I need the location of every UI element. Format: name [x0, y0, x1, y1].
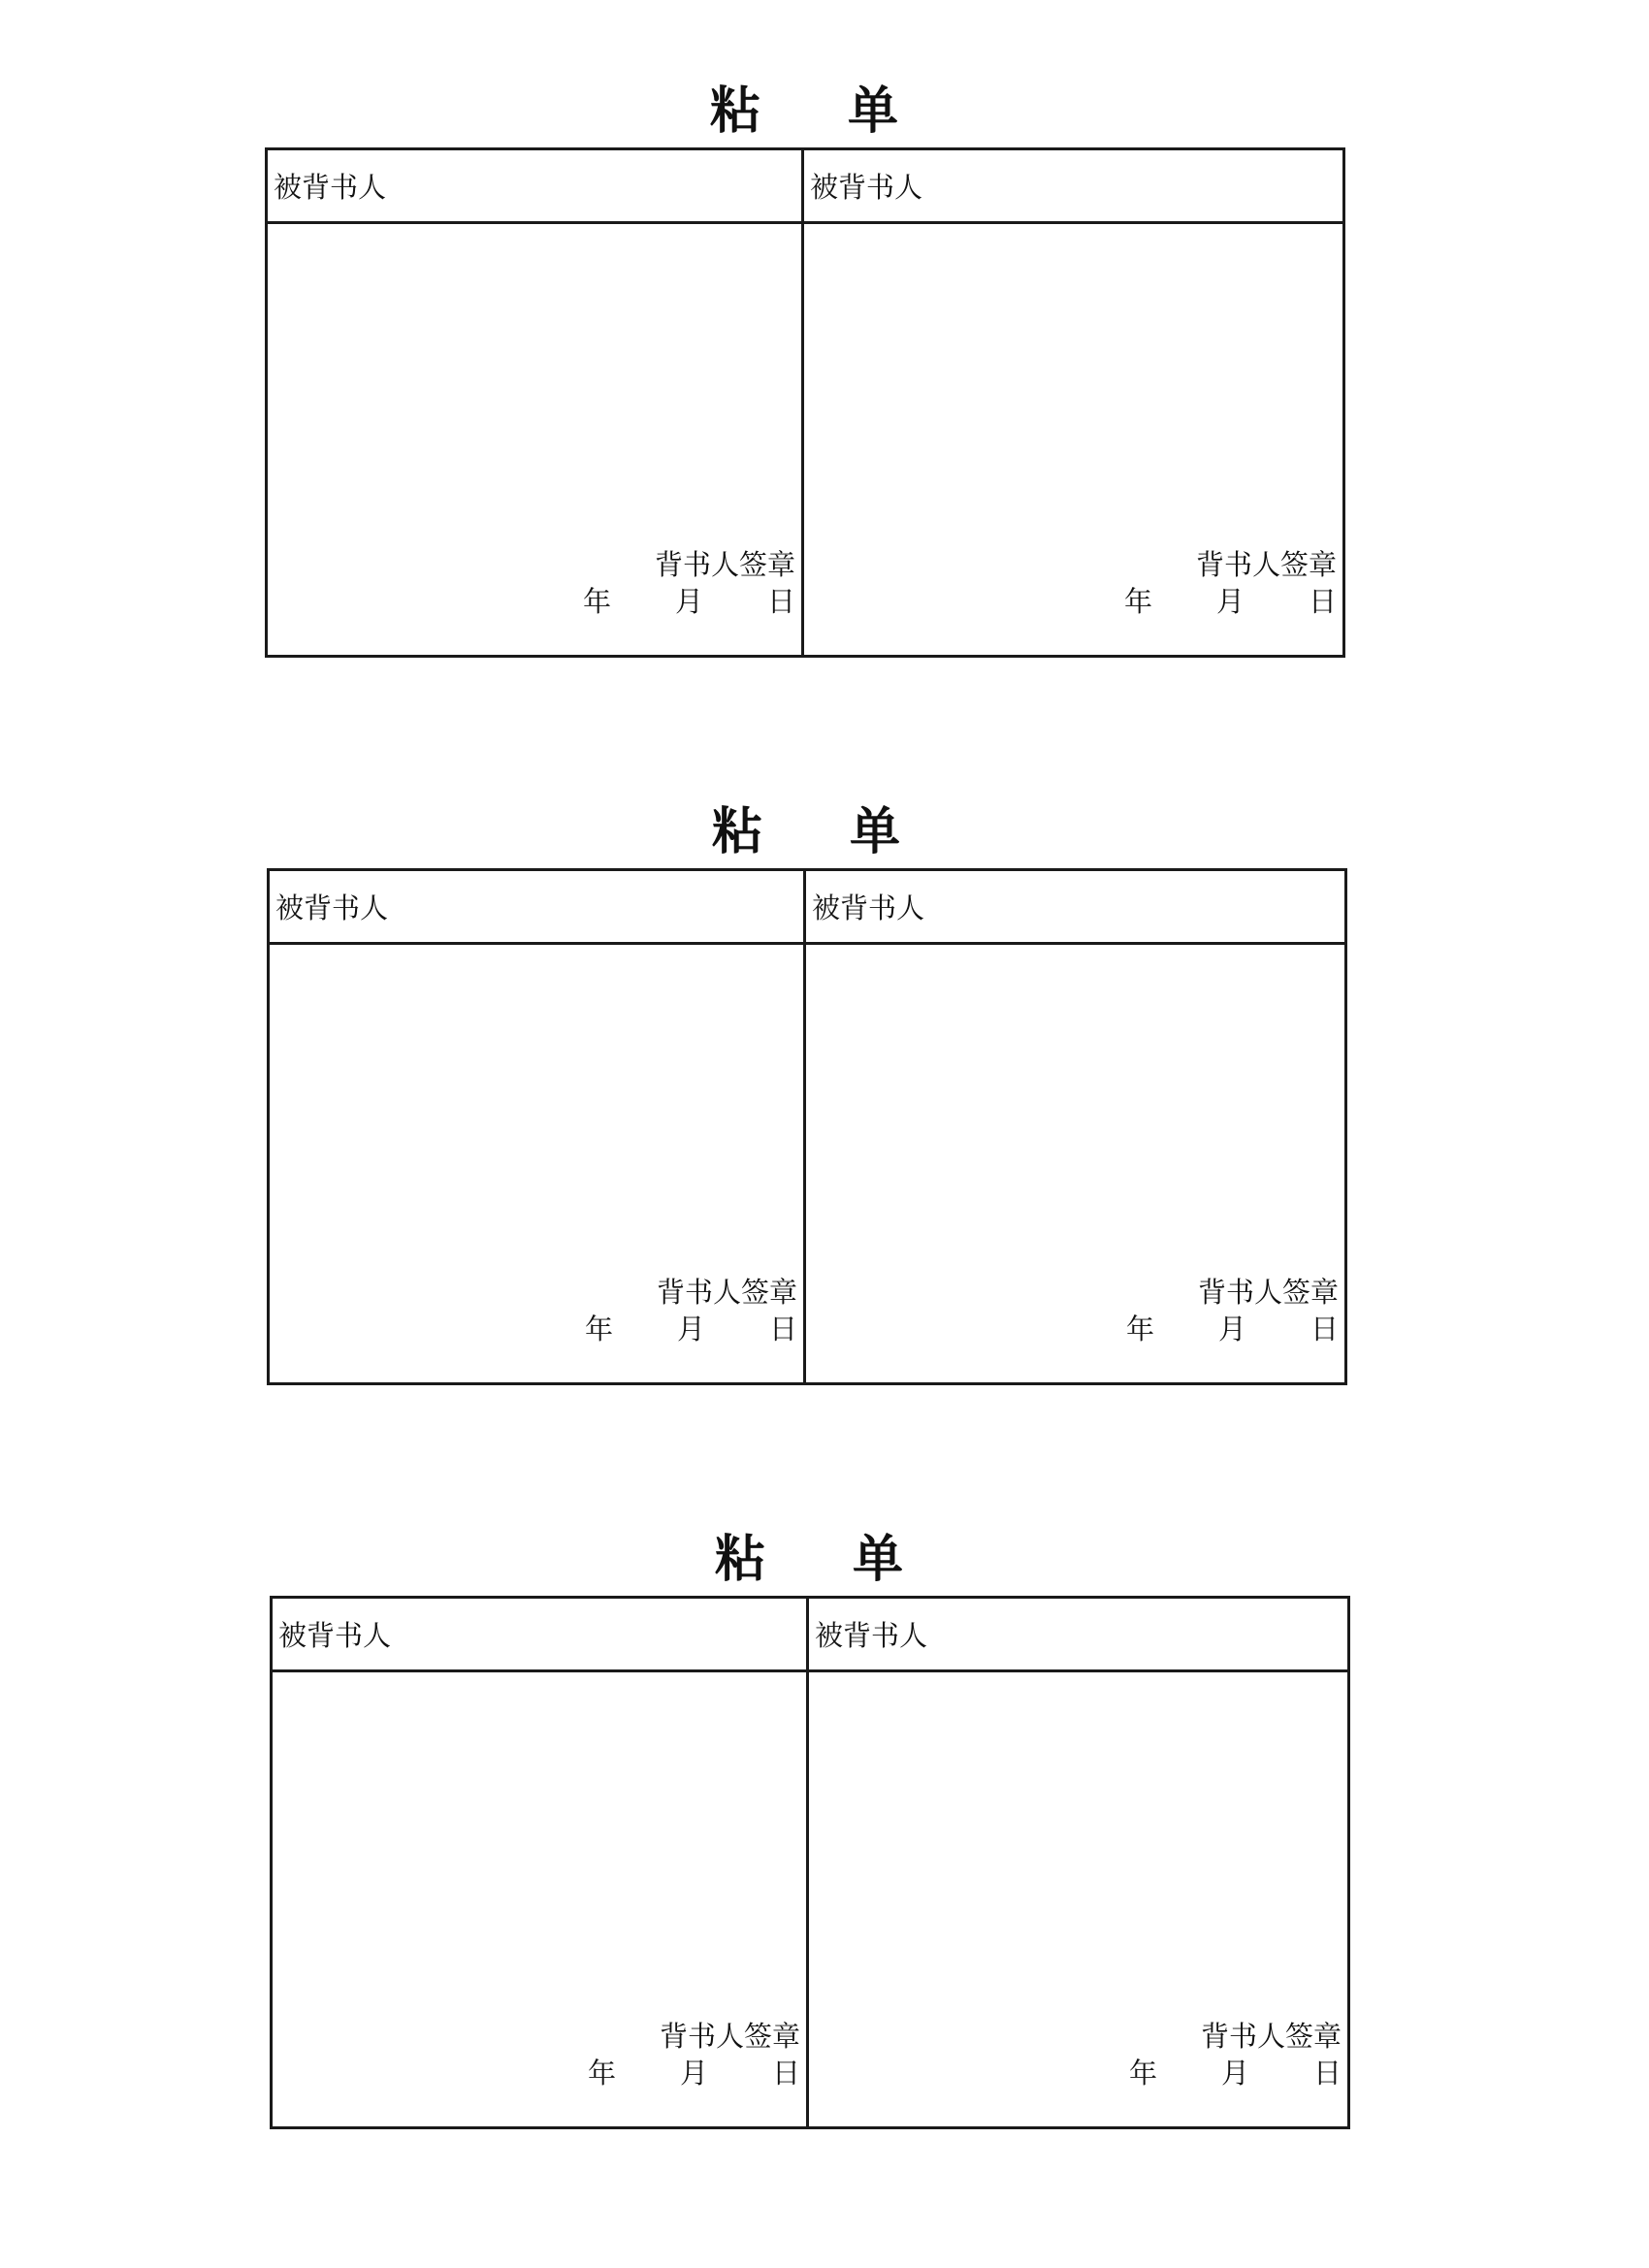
date-month-label: 月: [676, 1312, 705, 1345]
signature-label: 背书人签章: [659, 2020, 800, 2053]
signature-label: 背书人签章: [656, 1276, 797, 1309]
endorsee-label: 被背书人: [275, 891, 389, 924]
date-day-label: 日: [1312, 2057, 1342, 2090]
signature-label: 背书人签章: [1195, 548, 1337, 581]
signature-block: [1129, 2018, 1342, 2091]
date-year-label: 年: [582, 585, 611, 618]
endorsement-column-right: [809, 1599, 1347, 2126]
date-day-label: 日: [1310, 1312, 1339, 1345]
endorsee-field[interactable]: [804, 150, 1342, 224]
endorsee-label: 被背书人: [812, 891, 925, 924]
date-year-label: 年: [1128, 2057, 1157, 2090]
date-month-label: 月: [679, 2057, 708, 2090]
date-day-label: 日: [766, 585, 795, 618]
endorsement-table: [270, 1596, 1350, 2129]
date-month-label: 月: [674, 585, 703, 618]
endorsement-column-right: [804, 150, 1342, 655]
slip-title: [265, 78, 1343, 146]
date-day-label: 日: [768, 1312, 797, 1345]
date-line: [583, 583, 795, 620]
slip-title-char-1: 粘: [714, 1531, 765, 1589]
endorsee-field[interactable]: [270, 871, 803, 945]
endorsee-field[interactable]: [809, 1599, 1347, 1672]
endorsement-column-left: [273, 1599, 809, 2126]
endorsee-label: 被背书人: [278, 1619, 392, 1652]
date-year-label: 年: [1125, 1312, 1154, 1345]
endorsee-label: 被背书人: [810, 171, 923, 204]
slip-title: [267, 798, 1345, 866]
date-line: [585, 1311, 797, 1347]
date-day-label: 日: [1308, 585, 1337, 618]
signature-block: [585, 1274, 797, 1347]
endorsee-label: 被背书人: [815, 1619, 928, 1652]
signature-label: 背书人签章: [654, 548, 795, 581]
signature-block: [1126, 1274, 1339, 1347]
endorsee-field[interactable]: [806, 871, 1344, 945]
endorsee-field[interactable]: [268, 150, 801, 224]
slip-title-char-1: 粘: [711, 803, 762, 861]
signature-label: 背书人签章: [1197, 1276, 1339, 1309]
signature-label: 背书人签章: [1200, 2020, 1342, 2053]
endorsee-field[interactable]: [273, 1599, 806, 1672]
endorsee-label: 被背书人: [274, 171, 387, 204]
date-month-label: 月: [1220, 2057, 1249, 2090]
date-year-label: 年: [1123, 585, 1152, 618]
endorsement-column-left: [270, 871, 806, 1382]
date-month-label: 月: [1215, 585, 1245, 618]
date-line: [1129, 2055, 1342, 2091]
endorsement-table: [267, 868, 1347, 1385]
endorsement-table: [265, 147, 1345, 658]
slip-title-char-2: 单: [848, 82, 899, 141]
slip-title-char-2: 单: [850, 803, 901, 861]
signature-block: [588, 2018, 800, 2091]
slip-title-char-2: 单: [853, 1531, 904, 1589]
slip-title-char-1: 粘: [709, 82, 760, 141]
date-year-label: 年: [584, 1312, 613, 1345]
date-month-label: 月: [1217, 1312, 1246, 1345]
endorsement-column-left: [268, 150, 804, 655]
endorsement-column-right: [806, 871, 1344, 1382]
slip-title: [270, 1526, 1348, 1594]
date-line: [588, 2055, 800, 2091]
signature-block: [1124, 546, 1337, 620]
date-line: [1124, 583, 1337, 620]
date-day-label: 日: [771, 2057, 800, 2090]
date-year-label: 年: [587, 2057, 616, 2090]
signature-block: [583, 546, 795, 620]
date-line: [1126, 1311, 1339, 1347]
